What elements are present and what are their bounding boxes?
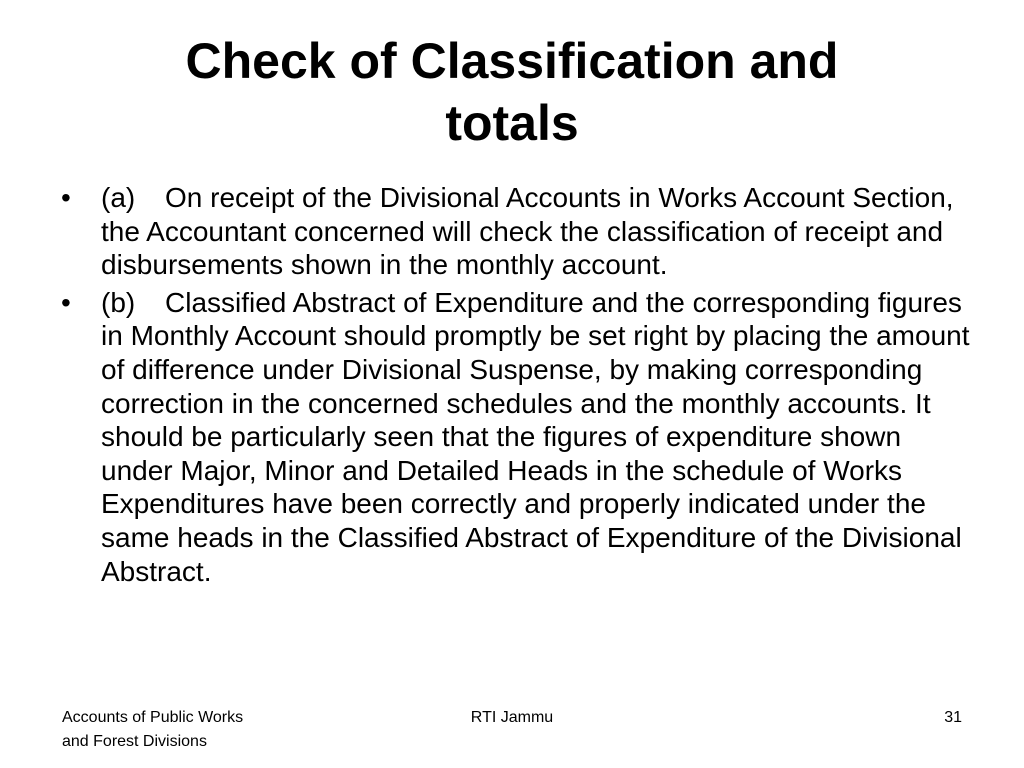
footer-left-text: Accounts of Public Works and Forest Divisions bbox=[62, 709, 244, 750]
slide-title bbox=[60, 30, 964, 154]
footer-center-text: RTI Jammu bbox=[470, 709, 554, 726]
bullet-item-a bbox=[60, 181, 970, 282]
slide-title-line-1: Check of Classification and bbox=[185, 33, 839, 89]
bullet-item-b bbox=[60, 286, 970, 588]
bullet-icon: • bbox=[61, 286, 71, 318]
bullet-text-b: Classified Abstract of Expenditure and the corresponding figures in Monthly Account should promptly be set right by placing the amount of difference under Divisional Suspense, by making corresponding correction in the concerned schedules and the monthly accounts. It should be particularly seen that the figures of expenditure shown under Major, Minor and Detailed Heads in the schedule of Works Expenditures have been correctly and properly indicated under the same heads in the Classified Abstract of Expenditure of the Divisional Abstract. bbox=[101, 286, 970, 587]
bullet-icon: • bbox=[61, 182, 71, 213]
slide-title-line-2: totals bbox=[445, 95, 579, 151]
bullet-text-a: On receipt of the Divisional Accounts in Works Account Section, the Accountant concerned will check the classification of receipt and disbursements shown in the monthly account. bbox=[101, 182, 954, 281]
bullet-tag-b: (b) bbox=[101, 286, 136, 318]
bullet-tag-a: (a) bbox=[101, 182, 136, 213]
page-number: 31 bbox=[944, 709, 962, 726]
bullet-list bbox=[60, 181, 970, 592]
